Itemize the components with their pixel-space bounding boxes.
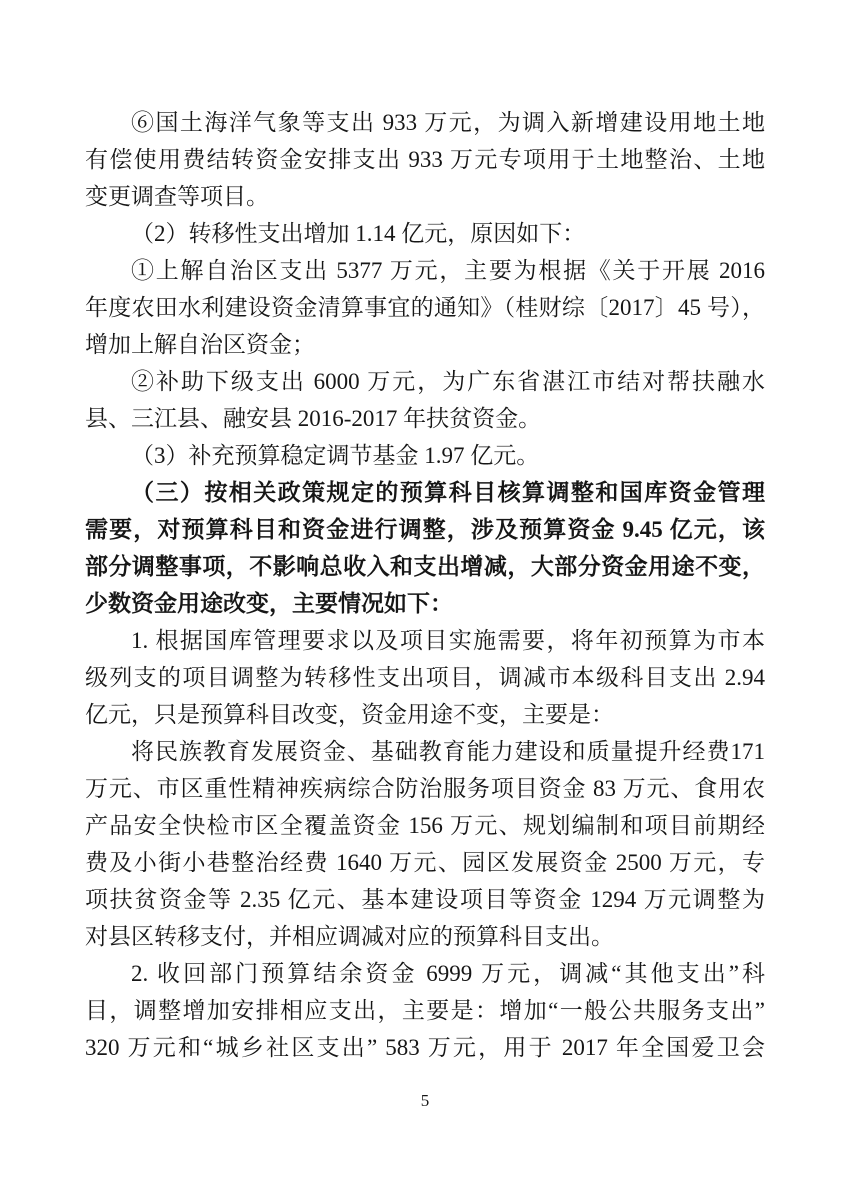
- page-number: 5: [420, 1091, 430, 1110]
- text-line: 1. 根据国库管理要求以及项目实施需要，将年初预算为市本: [131, 628, 765, 653]
- paragraph-2: [85, 215, 765, 252]
- text-line: （2）转移性支出增加 1.14 亿元，原因如下：: [131, 221, 586, 246]
- text-line: 亿元，只是预算科目改变，资金用途不变，主要是：: [85, 702, 614, 727]
- text-line: 年度农田水利建设资金清算事宜的通知》（桂财综〔2017〕45 号），: [85, 295, 765, 320]
- text-line: 需要，对预算科目和资金进行调整，涉及预算资金 9.45 亿元，该: [85, 517, 765, 542]
- text-line: ①上解自治区支出 5377 万元，主要为根据《关于开展 2016: [131, 258, 765, 283]
- paragraph-4: [85, 363, 765, 437]
- text-line: 级列支的项目调整为转移性支出项目，调减市本级科目支出 2.94: [85, 665, 765, 690]
- text-line: 部分调整事项，不影响总收入和支出增减，大部分资金用途不变，: [85, 554, 765, 579]
- text-line: ⑥国土海洋气象等支出 933 万元，为调入新增建设用地土地: [131, 110, 765, 135]
- paragraph-3: [85, 252, 765, 363]
- text-line: 2. 收回部门预算结余资金 6999 万元，调减“其他支出”科: [131, 961, 765, 986]
- paragraph-1: [85, 104, 765, 215]
- text-line: 费及小街小巷整治经费 1640 万元、园区发展资金 2500 万元，专: [85, 850, 765, 875]
- text-line: 产品安全快检市区全覆盖资金 156 万元、规划编制和项目前期经: [85, 813, 765, 838]
- text-line: ②补助下级支出 6000 万元，为广东省湛江市结对帮扶融水: [131, 369, 765, 394]
- text-line: 目，调整增加安排相应支出，主要是：增加“一般公共服务支出”: [85, 998, 765, 1023]
- text-line: 县、三江县、融安县 2016-2017 年扶贫资金。: [85, 406, 542, 431]
- paragraph-9: [85, 955, 765, 1066]
- paragraph-7: [85, 622, 765, 733]
- text-line: 320 万元和“城乡社区支出” 583 万元，用于 2017 年全国爱卫会: [85, 1035, 765, 1060]
- paragraph-5: [85, 437, 765, 474]
- paragraph-8: [85, 733, 765, 955]
- text-line: 变更调查等项目。: [85, 184, 269, 209]
- text-line: 对县区转移支付，并相应调减对应的预算科目支出。: [85, 924, 614, 949]
- page-body-text: [85, 104, 765, 1066]
- text-line: 有偿使用费结转资金安排支出 933 万元专项用于土地整治、土地: [85, 147, 765, 172]
- text-line: 增加上解自治区资金；: [85, 332, 315, 357]
- text-line: 少数资金用途改变，主要情况如下：: [85, 591, 453, 616]
- text-line: 项扶贫资金等 2.35 亿元、基本建设项目等资金 1294 万元调整为: [85, 887, 765, 912]
- text-line: 万元、市区重性精神疾病综合防治服务项目资金 83 万元、食用农: [85, 776, 765, 801]
- text-line: （3）补充预算稳定调节基金 1.97 亿元。: [131, 443, 540, 468]
- text-line: 将民族教育发展资金、基础教育能力建设和质量提升经费171: [131, 739, 765, 764]
- paragraph-6-bold-heading: [85, 474, 765, 622]
- text-line: （三）按相关政策规定的预算科目核算调整和国库资金管理: [131, 480, 765, 505]
